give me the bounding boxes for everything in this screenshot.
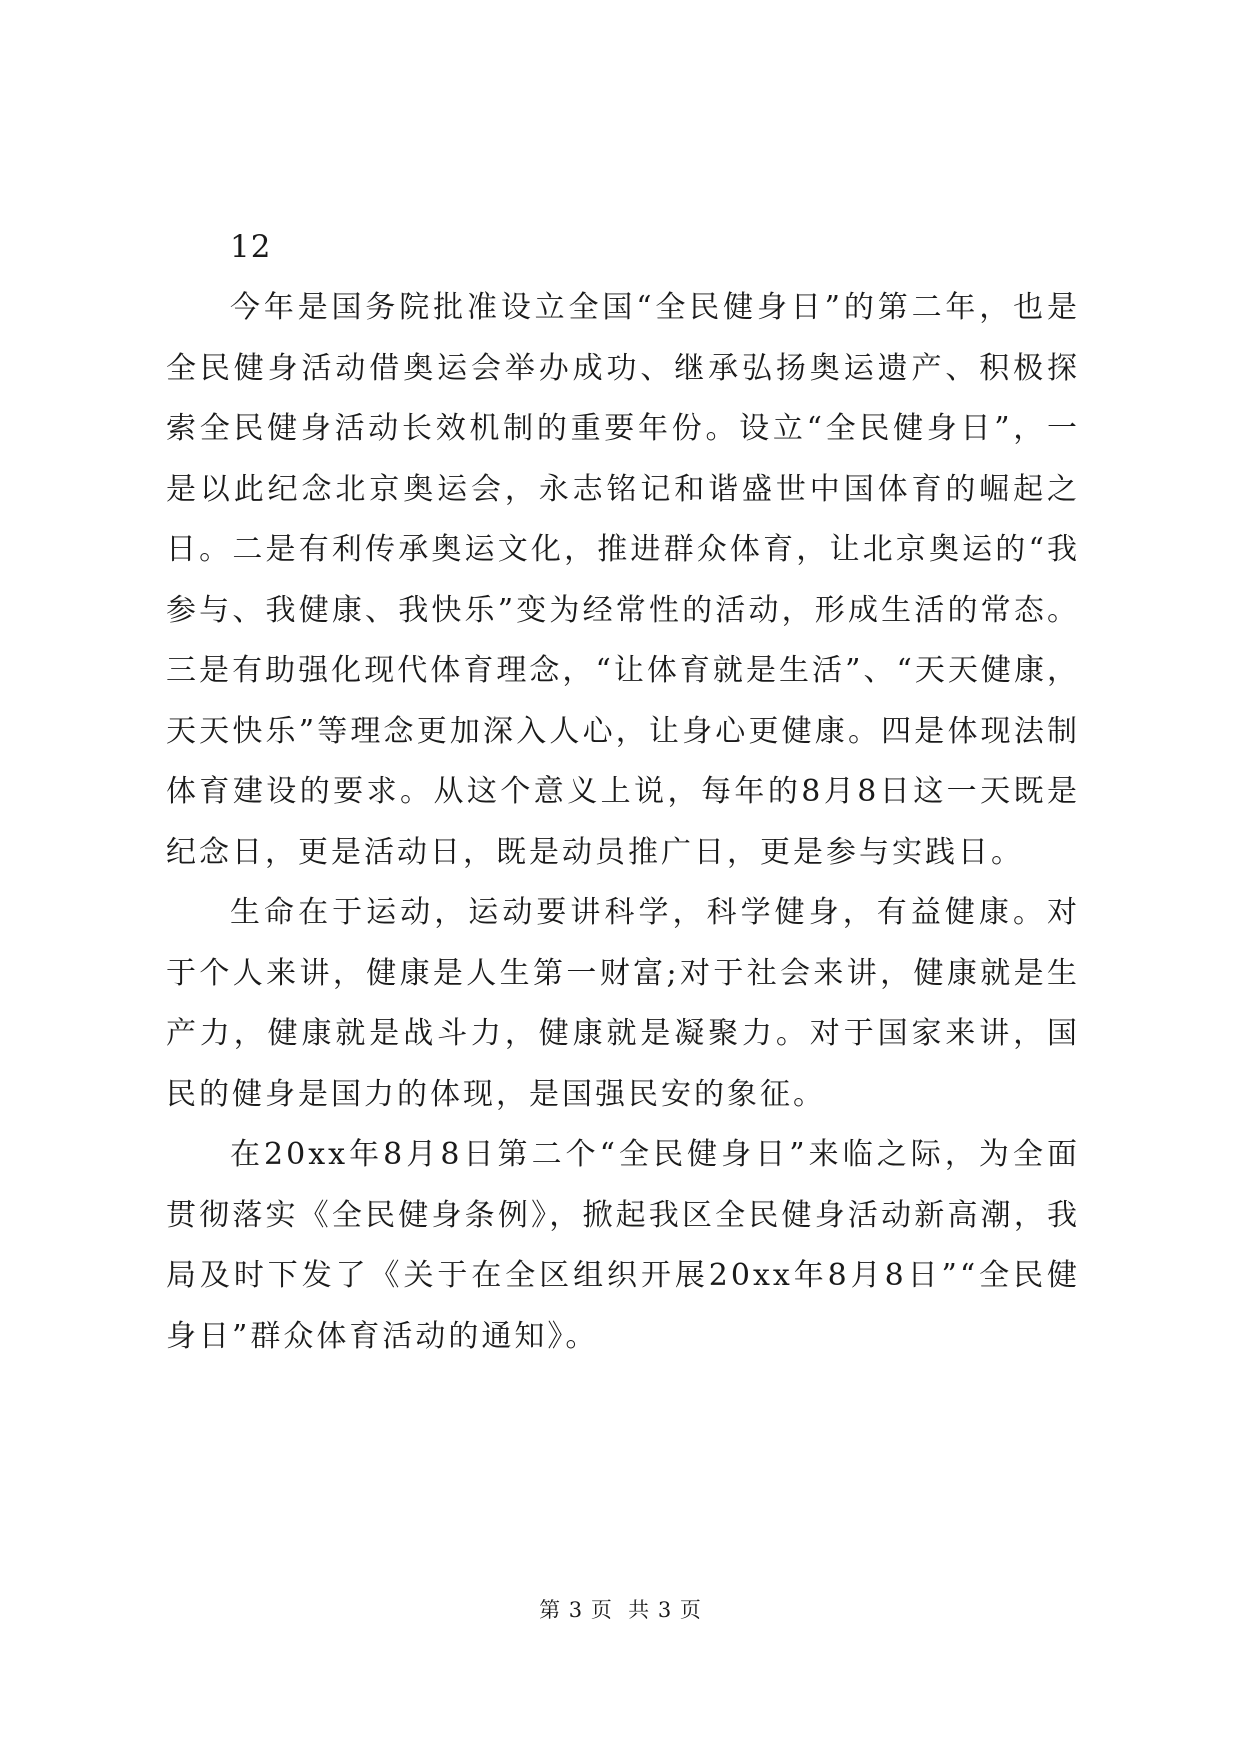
paragraph-2: 生命在于运动，运动要讲科学，科学健身，有益健康。对于个人来讲，健康是人生第一财富;对于社会来讲，健康就是生产力，健康就是战斗力，健康就是凝聚力。对于国家来讲，国民的健身是国力的体现，是国强民安的象征。: [166, 895, 1080, 1112]
paragraph-3: 在20xx年8月8日第二个“全民健身日”来临之际，为全面贯彻落实《全民健身条例》，掀起我区全民健身活动新高潮，我局及时下发了《关于在全区组织开展20xx年8月8日”“全民健身日”群众体育活动的通知》。: [166, 1137, 1080, 1354]
paragraph-1: 今年是国务院批准设立全国“全民健身日”的第二年，也是全民健身活动借奥运会举办成功、继承弘扬奥运遗产、积极探索全民健身活动长效机制的重要年份。设立“全民健身日”，一是以此纪念北京奥运会，永志铭记和谐盛世中国体育的崛起之日。二是有利传承奥运文化，推进群众体育，让北京奥运的“我参与、我健康、我快乐”变为经常性的活动，形成生活的常态。三是有助强化现代体育理念，“让体育就是生活”、“天天健康，天天快乐”等理念更加深入人心，让身心更健康。四是体现法制体育建设的要求。从这个意义上说，每年的8月8日这一天既是纪念日，更是活动日，既是动员推广日，更是参与实践日。: [166, 290, 1080, 870]
page-footer: 第 3 页 共 3 页: [539, 1598, 702, 1622]
body-text: [166, 278, 1080, 1367]
section-number: 12: [230, 229, 272, 265]
